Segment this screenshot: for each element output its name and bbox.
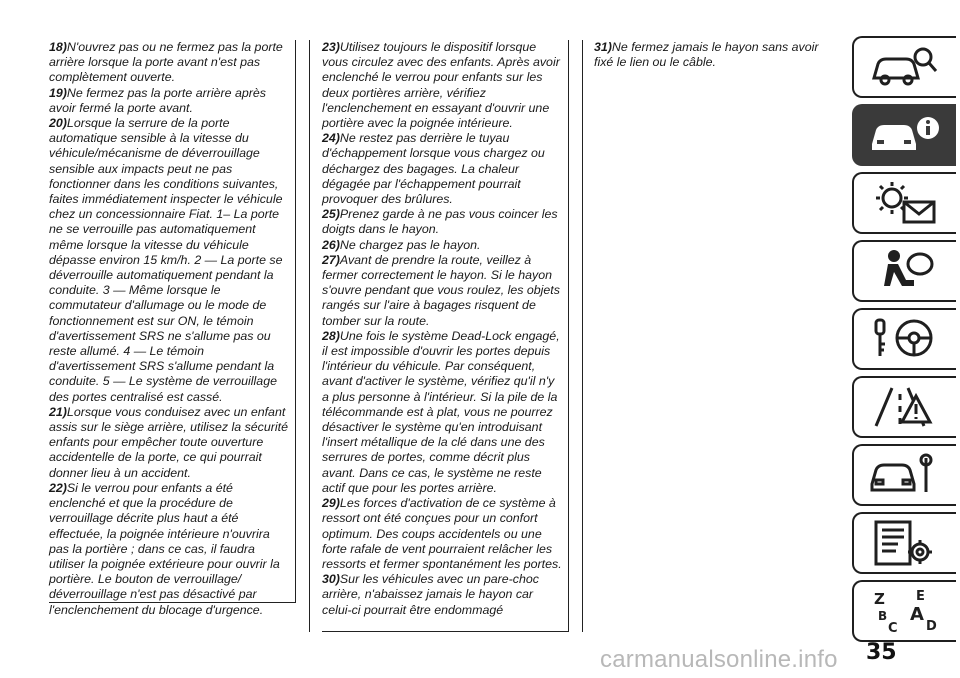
note-text: Sur les véhicules avec un pare-choc arrière, n'abaissez jamais le hayon car celui-ci pourrait être endommagé — [322, 572, 539, 617]
tab-warning-lights[interactable] — [852, 172, 956, 234]
note-text: Avant de prendre la route, veillez à fermer correctement le hayon. Si le hayon s'ouvre pendant que vous roulez, les objets rangés sur l'aire à bagages risquent de tomber sur la route. — [322, 252, 560, 328]
warning-light-message-icon — [868, 178, 942, 228]
note-text: Ne chargez pas le hayon. — [339, 237, 481, 252]
note-28 — [322, 329, 564, 496]
tab-index[interactable] — [852, 580, 956, 642]
airbag-seat-icon — [868, 246, 942, 296]
note-text: Les forces d'activation de ce système à ressort ont été conçues pour un confort optimum. Des coups accidentels ou une forte rafale de vent pourraient relâcher les ressorts et fermer spontanément les portes. — [322, 496, 562, 571]
svg-text:A: A — [910, 604, 924, 625]
note-text: Ne restez pas derrière le tuyau d'échappement lorsque vous chargez ou déchargez des bagages. La chaleur dégagée par l'échappement pourrait provoquer des brûlures. — [322, 131, 545, 207]
note-number: 24) — [322, 131, 340, 146]
note-text: Prenez garde à ne pas vous coincer les doigts dans le hayon. — [322, 207, 558, 237]
svg-text:Z: Z — [874, 590, 885, 608]
tab-car-info[interactable] — [852, 104, 956, 166]
alphabetical-index-icon — [868, 586, 942, 636]
road-hazard-icon — [868, 382, 942, 432]
note-number: 31) — [594, 40, 612, 54]
column-divider — [582, 40, 583, 632]
note-19 — [49, 86, 291, 116]
note-number: 29) — [322, 496, 340, 511]
note-25 — [322, 207, 564, 237]
svg-text:D: D — [926, 619, 937, 634]
svg-text:E: E — [916, 589, 925, 604]
note-text: Ne fermez pas la porte arrière après avoir fermé la porte avant. — [49, 85, 266, 115]
note-number: 22) — [49, 480, 67, 495]
specifications-gear-icon — [868, 518, 942, 568]
note-text: Lorsque vous conduisez avec un enfant assis sur le siège arrière, utilisez la sécurité enfants pour empêcher toute ouverture accidentelle de la porte, ce qui pourrait donner lieu à un accident. — [49, 404, 288, 480]
note-text: Une fois le système Dead-Lock engagé, il est impossible d'ouvrir les portes depuis l'intérieur du véhicule. Par conséquent, avant d'activer le système, vérifiez qu'il n'y a plus personne à l'intérieur. Si la pile de la télécommande est à plat, vous ne pourrez désactiver le système qu'en introduisant l'insert métallique de la clé dans une des serrures de portes, comme décrit plus avant. Dans ce cas, le système ne reste actif que pour les portes arrière. — [322, 328, 560, 495]
watermark: carmanualsonline.info — [600, 646, 838, 673]
note-number: 28) — [322, 328, 340, 343]
note-text: Lorsque la serrure de la porte automatique sensible à la vitesse du véhicule/mécanisme de déverrouillage sensible aux impacts peut ne pas fonctionner dans les conditions suivantes, faites immédiatement inspecter le véhicule chez un concessionnaire Fiat. 1– La porte ne se verrouille pas automatiquement même lorsque la vitesse du véhicule dépasse environ 15 km/h. 2 — La porte se déverrouille automatiquement pendant la conduite. 3 — Même lorsque le commutateur d'allumage ou le mode de fonctionnement est sur ON, le témoin d'avertissement SRS ne s'allume pas ou reste allumé. 4 — Le témoin d'avertissement SRS s'allume pendant la conduite. 5 — Le système de verrouillage des portes centralisé est cassé. — [49, 116, 283, 404]
svg-text:B: B — [878, 609, 888, 623]
note-text: Si le verrou pour enfants a été enclenché et que la procédure de verrouillage décrite plus haut a été effectuée, la poignée intérieure n'ouvrira pas la portière ; dans ce cas, il faudra utiliser la poignée extérieure pour ouvrir la portière. Le bouton de verrouillage/ déverrouillage n'est pas désactivé par l'enclenchement du blocage d'urgence. — [49, 480, 280, 617]
note-number: 25) — [322, 207, 340, 222]
note-18 — [49, 40, 291, 86]
column-divider — [309, 40, 310, 632]
tab-technical-data[interactable] — [852, 512, 956, 574]
notes-column-3 — [594, 40, 841, 80]
note-number: 23) — [322, 40, 340, 54]
note-number: 18) — [49, 40, 67, 54]
note-24 — [322, 131, 564, 207]
note-23 — [322, 40, 564, 131]
note-30 — [322, 572, 564, 618]
note-text: Utilisez toujours le dispositif lorsque vous circulez avec des enfants. Après avoir enclenché le verrou pour enfants sur les deux portières arrière, vérifiez l'enclenchement en essayant d'ouvrir une portière avec la poignée intérieure. — [322, 40, 560, 131]
svg-text:C: C — [888, 621, 898, 636]
note-number: 30) — [322, 572, 340, 587]
note-text: Ne fermez jamais le hayon sans avoir fixé le lien ou le câble. — [594, 40, 819, 70]
car-info-icon — [868, 110, 942, 160]
note-number: 21) — [49, 404, 67, 419]
notes-column-2 — [322, 40, 569, 632]
tab-car-search[interactable] — [852, 36, 956, 98]
note-number: 26) — [322, 237, 340, 252]
note-27 — [322, 253, 564, 329]
note-29 — [322, 496, 564, 572]
tab-safety[interactable] — [852, 240, 956, 302]
note-26 — [322, 238, 564, 253]
car-search-icon — [868, 42, 942, 92]
note-31 — [594, 40, 841, 70]
tab-starting-driving[interactable] — [852, 308, 956, 370]
car-wrench-icon — [868, 450, 942, 500]
note-number: 19) — [49, 85, 67, 100]
note-number: 20) — [49, 116, 67, 131]
note-number: 27) — [322, 252, 340, 267]
note-22 — [49, 481, 291, 618]
page-number: 35 — [866, 640, 897, 665]
tab-maintenance[interactable] — [852, 444, 956, 506]
key-steering-wheel-icon — [868, 314, 942, 364]
notes-column-1 — [49, 40, 296, 617]
note-text: N'ouvrez pas ou ne fermez pas la porte arrière lorsque la porte avant n'est pas complètement ouverte. — [49, 40, 283, 85]
note-21 — [49, 405, 291, 481]
tab-emergency[interactable] — [852, 376, 956, 438]
note-20 — [49, 116, 291, 405]
